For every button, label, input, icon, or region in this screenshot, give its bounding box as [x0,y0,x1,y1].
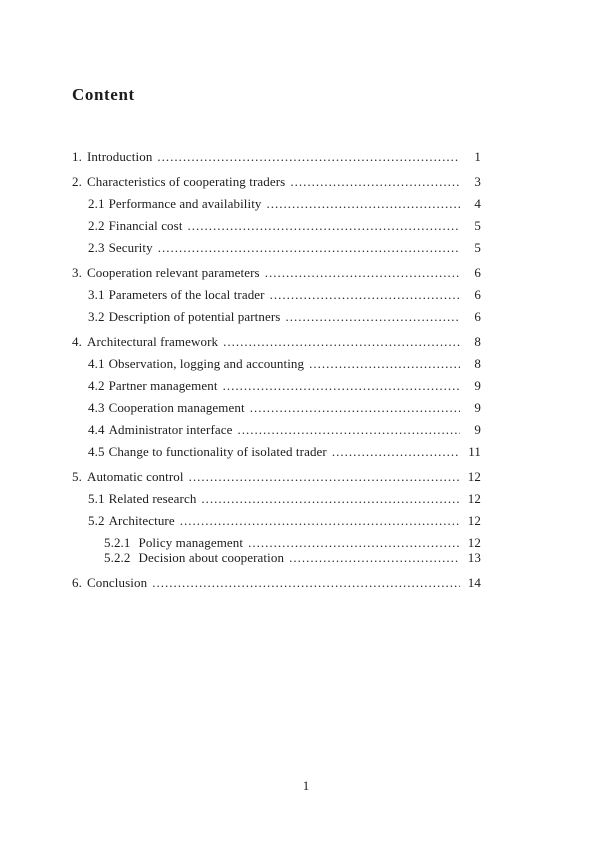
toc-entry [72,266,481,280]
toc-leader-dots [188,219,460,233]
toc-entry [72,175,481,189]
toc-entry-number: 2.1 [88,196,105,211]
toc-entry-page: 8 [474,356,481,371]
toc-entry-number: 5.2 [88,513,105,528]
toc-entry [72,423,481,437]
toc-entry-page: 5 [474,240,481,255]
toc-entry-number: 2.2 [88,218,105,233]
toc-leader-dots [289,551,460,565]
toc-entry-page: 4 [474,196,481,211]
toc-entry-number: 4. [72,334,82,349]
toc-leader-dots [238,423,460,437]
toc-entry-title: Conclusion [86,575,148,590]
toc-entry-page: 12 [467,469,481,484]
toc-entry-number: 5.2.1 [104,535,131,550]
toc-entry-title: Related research [108,491,197,506]
toc-entry-title: Administrator interface [108,422,233,437]
toc-entry-title: Observation, logging and accounting [108,356,305,371]
toc-entry-title: Change to functionality of isolated trader [108,444,327,459]
toc-leader-dots [290,175,460,189]
toc-entry-title: Policy management [138,535,244,550]
toc-entry-title: Decision about cooperation [138,550,285,565]
toc-entry-number: 4.1 [88,356,105,371]
toc-leader-dots [201,492,460,506]
page-number-footer: 1 [302,778,310,793]
toc-entry-page: 12 [467,491,481,506]
toc-entry-title: Architectural framework [86,334,219,349]
toc-entry-page: 9 [474,378,481,393]
toc-entry-title: Financial cost [108,218,183,233]
toc-entry [72,401,481,415]
toc-leader-dots [158,241,460,255]
toc-entry-page: 6 [474,265,481,280]
toc-leader-dots [223,335,460,349]
toc-leader-dots [270,288,460,302]
toc-entry-number: 5.2.2 [104,550,131,565]
toc-entry-number: 2. [72,174,82,189]
toc-leader-dots [267,197,460,211]
toc-entry-page: 5 [474,218,481,233]
toc-entry-number: 4.5 [88,444,105,459]
toc-leader-dots [223,379,460,393]
toc-entry [72,536,481,550]
toc-entry-title: Characteristics of cooperating traders [86,174,286,189]
toc-leader-dots [248,536,460,550]
toc-list [72,150,481,590]
toc-entry [72,576,481,590]
toc-leader-dots [250,401,460,415]
toc-entry [72,492,481,506]
toc-entry [72,470,481,484]
toc-leader-dots [285,310,460,324]
toc-entry [72,445,481,459]
toc-leader-dots [265,266,460,280]
toc-entry-title: Cooperation relevant parameters [86,265,260,280]
toc-leader-dots [332,445,460,459]
toc-entry-title: Automatic control [86,469,184,484]
toc-entry-number: 3.1 [88,287,105,302]
toc-entry-number: 3.2 [88,309,105,324]
toc-entry-page: 1 [474,149,481,164]
toc-entry-page: 12 [467,535,481,550]
toc-entry-title: Security [108,240,153,255]
toc-entry [72,310,481,324]
toc-entry-title: Parameters of the local trader [108,287,265,302]
toc-leader-dots [152,576,460,590]
toc-entry-page: 9 [474,400,481,415]
toc-entry-number: 5.1 [88,491,105,506]
toc-entry [72,357,481,371]
toc-entry-number: 4.3 [88,400,105,415]
toc-entry-page: 6 [474,287,481,302]
toc-entry-number: 5. [72,469,82,484]
toc-entry-title: Cooperation management [108,400,245,415]
toc-entry-title: Architecture [108,513,175,528]
toc-entry [72,379,481,393]
toc-entry [72,335,481,349]
toc-entry-page: 8 [474,334,481,349]
toc-entry-page: 3 [474,174,481,189]
toc-entry-page: 9 [474,422,481,437]
toc-entry-title: Description of potential partners [108,309,281,324]
toc-leader-dots [157,150,460,164]
page-title: Content [72,85,135,104]
toc-entry-page: 12 [467,513,481,528]
toc-entry-number: 4.2 [88,378,105,393]
toc-entry-number: 3. [72,265,82,280]
toc-leader-dots [309,357,460,371]
toc-leader-dots [189,470,460,484]
toc-entry-number: 6. [72,575,82,590]
toc-entry [72,514,481,528]
toc-entry-page: 13 [467,550,481,565]
toc-entry-number: 2.3 [88,240,105,255]
toc-entry [72,150,481,164]
toc-entry [72,219,481,233]
toc-entry-title: Partner management [108,378,218,393]
toc-leader-dots [180,514,460,528]
toc-entry [72,288,481,302]
toc-entry [72,551,481,565]
toc-entry-title: Performance and availability [108,196,262,211]
toc-entry-page: 6 [474,309,481,324]
toc-entry-title: Introduction [86,149,153,164]
toc-entry-page: 11 [468,444,481,459]
toc-entry-number: 1. [72,149,82,164]
toc-entry [72,197,481,211]
toc-entry-page: 14 [467,575,481,590]
toc-entry-number: 4.4 [88,422,105,437]
toc-entry [72,241,481,255]
